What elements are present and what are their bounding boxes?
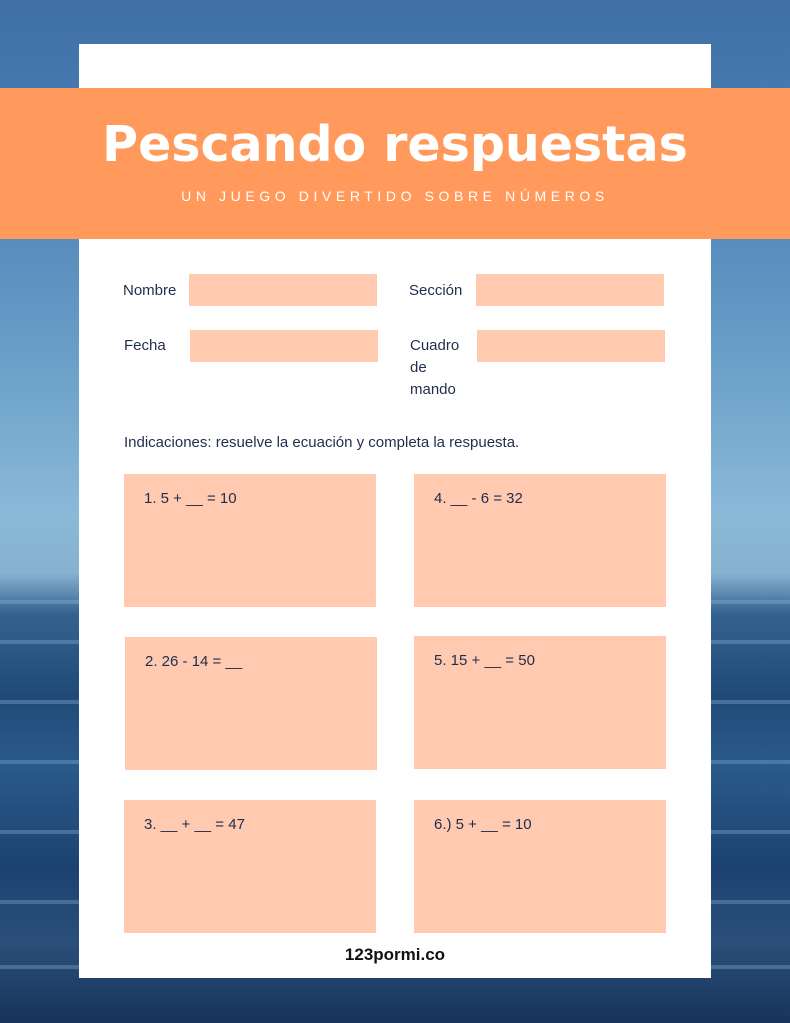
problem-card-6[interactable] [414, 800, 666, 933]
problem-text: 3. __ + __ = 47 [144, 816, 245, 833]
page-subtitle: UN JUEGO DIVERTIDO SOBRE NÚMEROS [181, 188, 609, 204]
problem-text: 6.) 5 + __ = 10 [434, 816, 532, 833]
name-label: Nombre [123, 282, 177, 299]
section-field[interactable] [476, 274, 664, 306]
problem-card-2[interactable] [125, 637, 377, 770]
problem-text: 4. __ - 6 = 32 [434, 490, 523, 507]
instructions-text: Indicaciones: resuelve la ecuación y completa la respuesta. [124, 434, 520, 451]
date-label: Fecha [124, 337, 166, 354]
name-field[interactable] [189, 274, 377, 306]
grade-label-line: Cuadro [410, 337, 460, 354]
grade-label-line: mando [410, 381, 456, 398]
problem-text: 2. 26 - 14 = __ [145, 653, 243, 670]
grade-field[interactable] [477, 330, 665, 362]
section-label: Sección [409, 282, 463, 299]
problem-card-1[interactable] [124, 474, 376, 607]
problem-card-5[interactable] [414, 636, 666, 769]
problem-card-3[interactable] [124, 800, 376, 933]
problem-text: 5. 15 + __ = 50 [434, 652, 535, 669]
date-field[interactable] [190, 330, 378, 362]
page-title: Pescando respuestas [102, 116, 688, 173]
footer-brand: 123pormi.co [344, 945, 446, 964]
grade-label [410, 335, 459, 401]
problem-text: 1. 5 + __ = 10 [144, 490, 237, 507]
grade-label-line: de [410, 359, 427, 376]
problem-card-4[interactable] [414, 474, 666, 607]
